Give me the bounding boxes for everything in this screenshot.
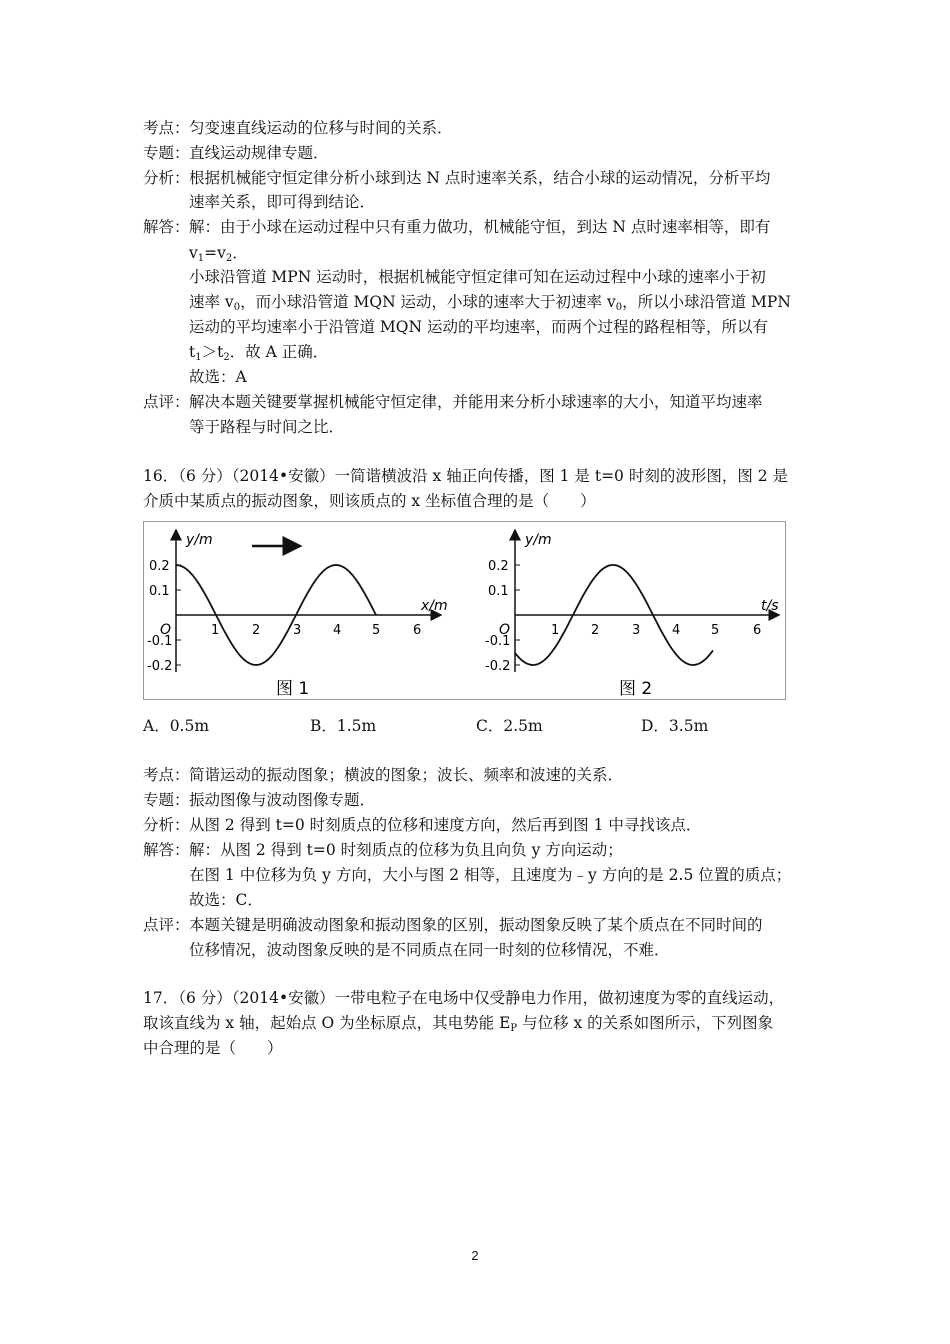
fig2-xlabel: t/s — [761, 598, 779, 614]
question-17-stem: 中合理的是（ ） — [143, 1039, 283, 1057]
wave-figures-box — [143, 521, 786, 700]
jieda-line: 解：由于小球在运动过程中只有重力做功，机械能守恒，到达 N 点时速率相等，即有 — [189, 218, 771, 236]
dianping-line: 本题关键是明确波动图象和振动图象的区别，振动图象反映了某个质点在不同时间的 — [189, 916, 763, 934]
fig1-ytick: -0.2 — [147, 659, 173, 674]
question-17-stem: 17．（6 分）（2014•安徽）一带电粒子在电场中仅受静电力作用，做初速度为零的直线运动， — [143, 989, 785, 1007]
dianping-line: 位移情况，波动图象反映的是不同质点在同一时刻的位移情况，不难． — [189, 941, 670, 959]
fig2-ytick: 0.1 — [488, 584, 509, 599]
option-c: C．2.5m — [476, 717, 543, 735]
wave-figures-svg — [144, 522, 785, 699]
fig1-ytick: 0.1 — [149, 584, 170, 599]
jieda-line: $t_1>t_2$．故 A 正确． — [189, 343, 329, 363]
fig2-ytick: -0.2 — [485, 659, 511, 674]
kaodian-label: 考点： — [143, 119, 190, 137]
fenxi-label: 分析： — [143, 169, 190, 187]
zhuanti-text: 振动图像与波动图像专题． — [189, 791, 376, 809]
jieda-line: 运动的平均速率小于沿管道 MQN 运动的平均速率，而两个过程的路程相等，所以有 — [189, 318, 768, 336]
fenxi-text: 从图 2 得到 t=0 时刻质点的位移和速度方向，然后再到图 1 中寻找该点． — [189, 816, 702, 834]
fig1-ytick: 0.2 — [149, 559, 170, 574]
fig1-xtick: 4 — [333, 623, 342, 638]
zhuanti-label: 专题： — [143, 791, 190, 809]
dianping-label: 点评： — [143, 393, 190, 411]
fig1-xtick: 2 — [252, 623, 261, 638]
option-a: A．0.5m — [143, 717, 210, 735]
fig1-xtick: 5 — [372, 623, 381, 638]
jieda-answer: 故选：A — [189, 368, 247, 386]
fig1-xlabel: x/m — [421, 598, 448, 614]
fig2-xtick: 2 — [591, 623, 600, 638]
jieda-line: 速率 $v_0$，而小球沿管道 MQN 运动，小球的速率大于初速率 $v_0$，所以小球沿管道 MPN — [189, 293, 791, 313]
fig1-xtick: 6 — [413, 623, 422, 638]
fig2-ytick: 0.2 — [488, 559, 509, 574]
fig2-xtick: 5 — [711, 623, 720, 638]
jieda-line: 小球沿管道 MPN 运动时，根据机械能守恒定律可知在运动过程中小球的速率小于初 — [189, 268, 766, 286]
fig1-xtick: 3 — [293, 623, 302, 638]
fig1-caption: 图 1 — [276, 679, 310, 699]
dianping-label: 点评： — [143, 916, 190, 934]
fenxi-line: 速率关系，即可得到结论． — [189, 193, 376, 211]
fig2-xtick: 3 — [632, 623, 641, 638]
fig1-xtick: 1 — [211, 623, 220, 638]
option-b: B．1.5m — [310, 717, 377, 735]
fig2-xtick: 1 — [551, 623, 560, 638]
kaodian-text: 简谐运动的振动图象；横波的图象；波长、频率和波速的关系． — [189, 766, 624, 784]
question-16-stem: 介质中某质点的振动图象，则该质点的 x 坐标值合理的是（ ） — [143, 492, 596, 510]
fig2-xtick: 4 — [672, 623, 681, 638]
fig2-ytick: -0.1 — [485, 634, 511, 649]
option-d: D．3.5m — [641, 717, 709, 735]
fig2-ylabel: y/m — [525, 532, 552, 548]
dianping-line: 等于路程与时间之比． — [189, 418, 345, 436]
jieda-label: 解答： — [143, 841, 190, 859]
kaodian-text: 匀变速直线运动的位移与时间的关系． — [189, 119, 453, 137]
question-17-stem: 取该直线为 x 轴，起始点 O 为坐标原点，其电势能 $E_P$ 与位移 x 的关系如图所示，下列图象 — [143, 1014, 774, 1034]
jieda-line: 解：从图 2 得到 t=0 时刻质点的位移为负且向负 y 方向运动； — [189, 841, 623, 859]
fig1-ytick: -0.1 — [147, 634, 173, 649]
page-number: 2 — [471, 1248, 479, 1263]
jieda-answer: 故选：C． — [189, 891, 263, 909]
fig2-origin: O — [499, 622, 511, 638]
fig2-xtick: 6 — [753, 623, 762, 638]
kaodian-label: 考点： — [143, 766, 190, 784]
fenxi-label: 分析： — [143, 816, 190, 834]
fenxi-line: 根据机械能守恒定律分析小球到达 N 点时速率关系，结合小球的运动情况，分析平均 — [189, 169, 771, 187]
jieda-line: 在图 1 中位移为负 y 方向，大小与图 2 相等，且速度为﹣y 方向的是 2.5 位置的质点； — [189, 866, 792, 884]
zhuanti-label: 专题： — [143, 144, 190, 162]
dianping-line: 解决本题关键要掌握机械能守恒定律，并能用来分析小球速率的大小，知道平均速率 — [189, 393, 763, 411]
fig1-origin: O — [160, 622, 172, 638]
jieda-label: 解答： — [143, 218, 190, 236]
zhuanti-text: 直线运动规律专题． — [189, 144, 329, 162]
fig1-ylabel: y/m — [186, 532, 213, 548]
fig2-caption: 图 2 — [619, 679, 653, 699]
jieda-equation: $v_1=v_2$． — [189, 244, 248, 264]
question-16-stem: 16．（6 分）（2014•安徽）一简谐横波沿 x 轴正向传播，图 1 是 t=0 时刻的波形图，图 2 是 — [143, 467, 789, 485]
